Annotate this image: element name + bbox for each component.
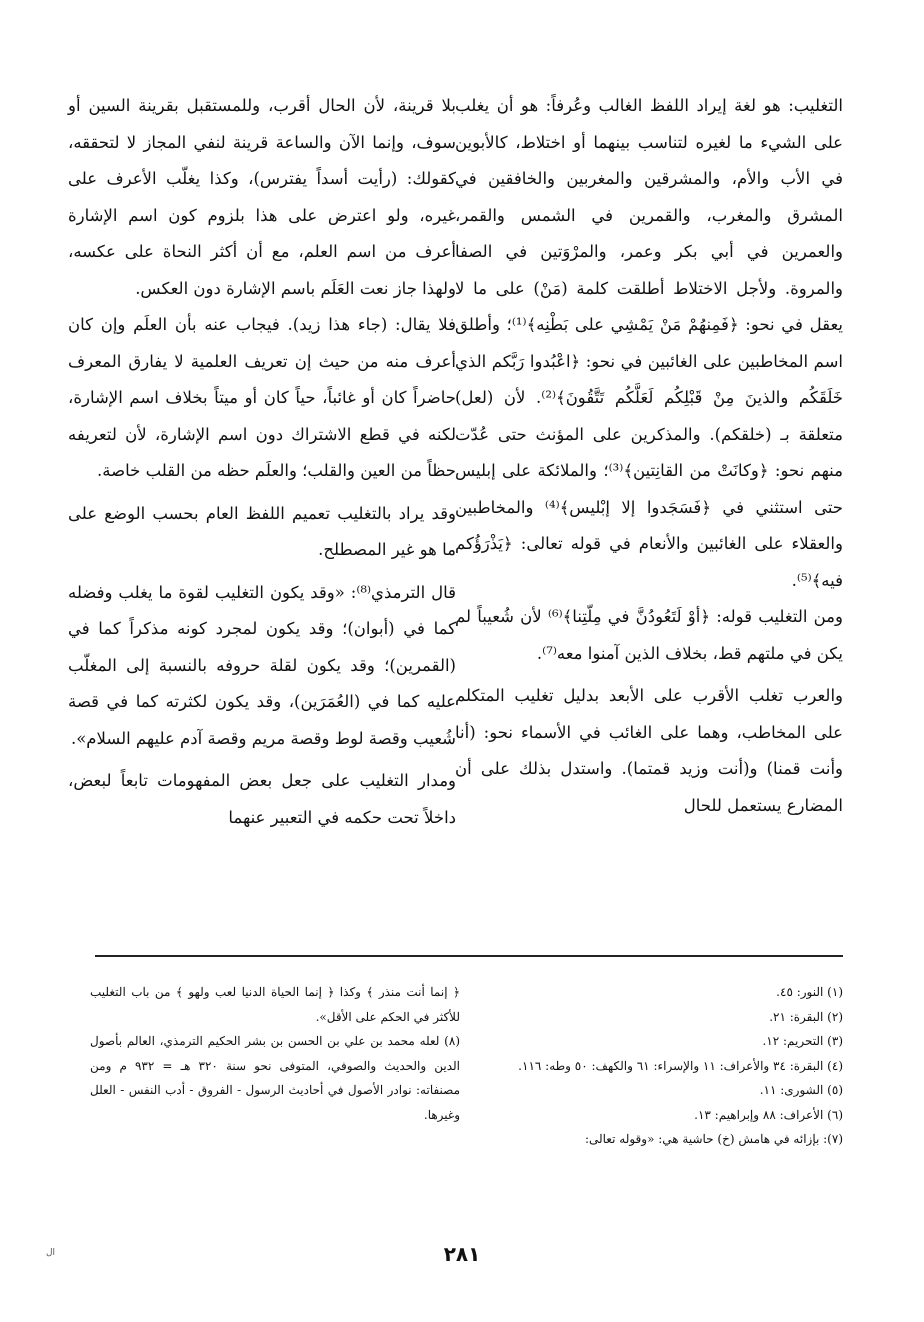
footnote-7-continued: ﴿ إنما أنت منذر ﴾ وكذا ﴿ إنما الحياة الدنيا لعب ولهو ﴾ من باب التغليب للأكثر في الحكم على الأقل». [90, 985, 460, 1024]
footnote-1: (١) النور: ٤٥. [776, 985, 843, 999]
footnote-3: (٣) التحريم: ١٢. [762, 1034, 843, 1048]
footnotes-left-column [90, 980, 460, 1127]
footnote-separator-line [95, 955, 843, 957]
paragraph-generalization: وقد يراد بالتغليب تعميم اللفظ العام بحسب الوضع على ما هو غير المصطلح. [68, 503, 456, 559]
footnote-4: (٤) البقرة: ٣٤ والأعراف: ١١ والإسراء: ٦١ والكهف: ٥٠ وطه: ١١٦. [518, 1058, 843, 1073]
corner-mark: ال [46, 1248, 56, 1258]
paragraph-alam-definiteness: فلا يقال: (جاء هذا زيد). فيجاب عنه بأن العلَم وإن كان أعرف منه من حيث إن تعريف العلمية لا يفارق المعرف حاضراً كان أو غائباً، حياً كان أو ميتاً بخلاف اسم الإشارة، لكنه في قطع الاشتراك دون اسم الإشارة، لأن لتعريفه حظاً من العين والقلب؛ والعلَم حظه من القلب خاصة. [68, 315, 456, 480]
paragraph-conclusion: ومدار التغليب على جعل بعض المفهومات تابعاً لبعض، داخلاً تحت حكمه في التعبير عنهما [68, 771, 456, 827]
paragraph-shuayb-example: ومن التغليب قوله: ﴿أوْ لَتَعُودُنَّ في مِلّتِنا﴾⁽⁶⁾ لأن شُعيباً لم يكن في ملتهم قط، بخلاف الذين آمنوا معه⁽⁷⁾. [455, 607, 843, 663]
right-text-column [455, 88, 843, 824]
footnote-7: (٧): بإزائه في هامش (خ) حاشية هي: «وقوله تعالى: [584, 1132, 843, 1146]
footnote-8: (٨) لعله محمد بن علي بن الحسن بن بشر الحكيم الترمذي، العالم بأصول الدين والحديث والصوفي، المتوفى نحو سنة ٣٢٠ هـ = ٩٣٢ م ومن مصنفاته: نوادر الأصول في أحاديث الرسول - الفروق - أدب النفس - العلل وغيرها. [90, 1034, 461, 1122]
paragraph-tirmidhi-quote: قال الترمذي⁽⁸⁾: «وقد يكون التغليب لقوة ما يغلب وفضله كما في (أبوان)؛ وقد يكون لمجرد كونه مذكراً كما في (القمرين)؛ وقد يكون لقلة حروفه بالنسبة إلى المغلّب عليه كما في (العُمَرَين)، وقد يكون لكثرته كما في قصة شُعيب وقصة لوط وقصة مريم وقصة آدم عليهم السلام». [68, 582, 456, 748]
paragraph-taghlib-definition: التغليب: هو لغة إيراد اللفظ الغالب وعُرفاً: هو أن يغلب على الشيء ما لغيره لتناسب بينهما أو اختلاط، كالأبوين في الأب والأم، والمشرقين والمغربين والخافقين في المشرق والمغرب، والقمرين في الشمس والقمر، والعمرين في أبي بكر وعمر، والمرْوَتين في الصفا والمروة. ولأجل الاختلاط أطلقت كلمة (مَنْ) على ما لا يعقل في نحو: ﴿فَمِنهُمْ مَنْ يَمْشِي على بَطْنِه﴾⁽¹⁾؛ وأطلق اسم المخاطبين على الغائبين في نحو: ﴿اعْبُدوا رَبَّكم الذي خَلَقَكُم والذينَ مِنْ قَبْلِكُم لَعَلَّكُم تَتَّقُونَ﴾⁽²⁾. لأن (لعل) متعلقة بـ (خلقكم). والمذكرين على المؤنث حتى عُدّت منهم نحو: ﴿وكانَتْ من القانِتين﴾⁽³⁾؛ والملائكة على إبليس حتى استثني في ﴿فَسَجَدوا إلا إبْليس﴾⁽⁴⁾ والمخاطبين والعقلاء على الغائبين والأنعام في قوله تعالى: ﴿يَذْرَؤُكم فيه﴾⁽⁵⁾. [455, 96, 843, 590]
paragraph-arab-usage: والعرب تغلب الأقرب على الأبعد بدليل تغليب المتكلم على المخاطب، وهما على الغائب في الأسماء نحو: (أنا وأنت قمنا) و(أنت وزيد قمتما). واستدل بذلك على أن المضارع يستعمل للحال [455, 686, 843, 815]
left-text-column [68, 88, 456, 836]
footnotes-right-column [473, 980, 843, 1152]
footnote-2: (٢) البقرة: ٢١. [769, 1009, 843, 1024]
footnote-6: (٦) الأعراف: ٨٨ وإبراهيم: ١٣. [694, 1107, 843, 1122]
page-number: ٢٨١ [443, 1242, 481, 1266]
paragraph-present-tense: بلا قرينة، لأن الحال أقرب، وللمستقبل بقرينة السين أو سوف، وإنما الآن والساعة قرينة لنفي المجاز لا لتحققه، كقولك: (رأيت أسداً يفترس)، وكذا يغلّب الأعرف على غيره، ولو اعترض على هذا بلزوم كون اسم الإشارة أعرف من اسم العلم، مع أن أكثر النحاة على عكسه، ولهذا جاز نعت العَلَم باسم الإشارة دون العكس. [68, 96, 456, 298]
footnote-5: (٥) الشورى: ١١. [759, 1083, 843, 1097]
